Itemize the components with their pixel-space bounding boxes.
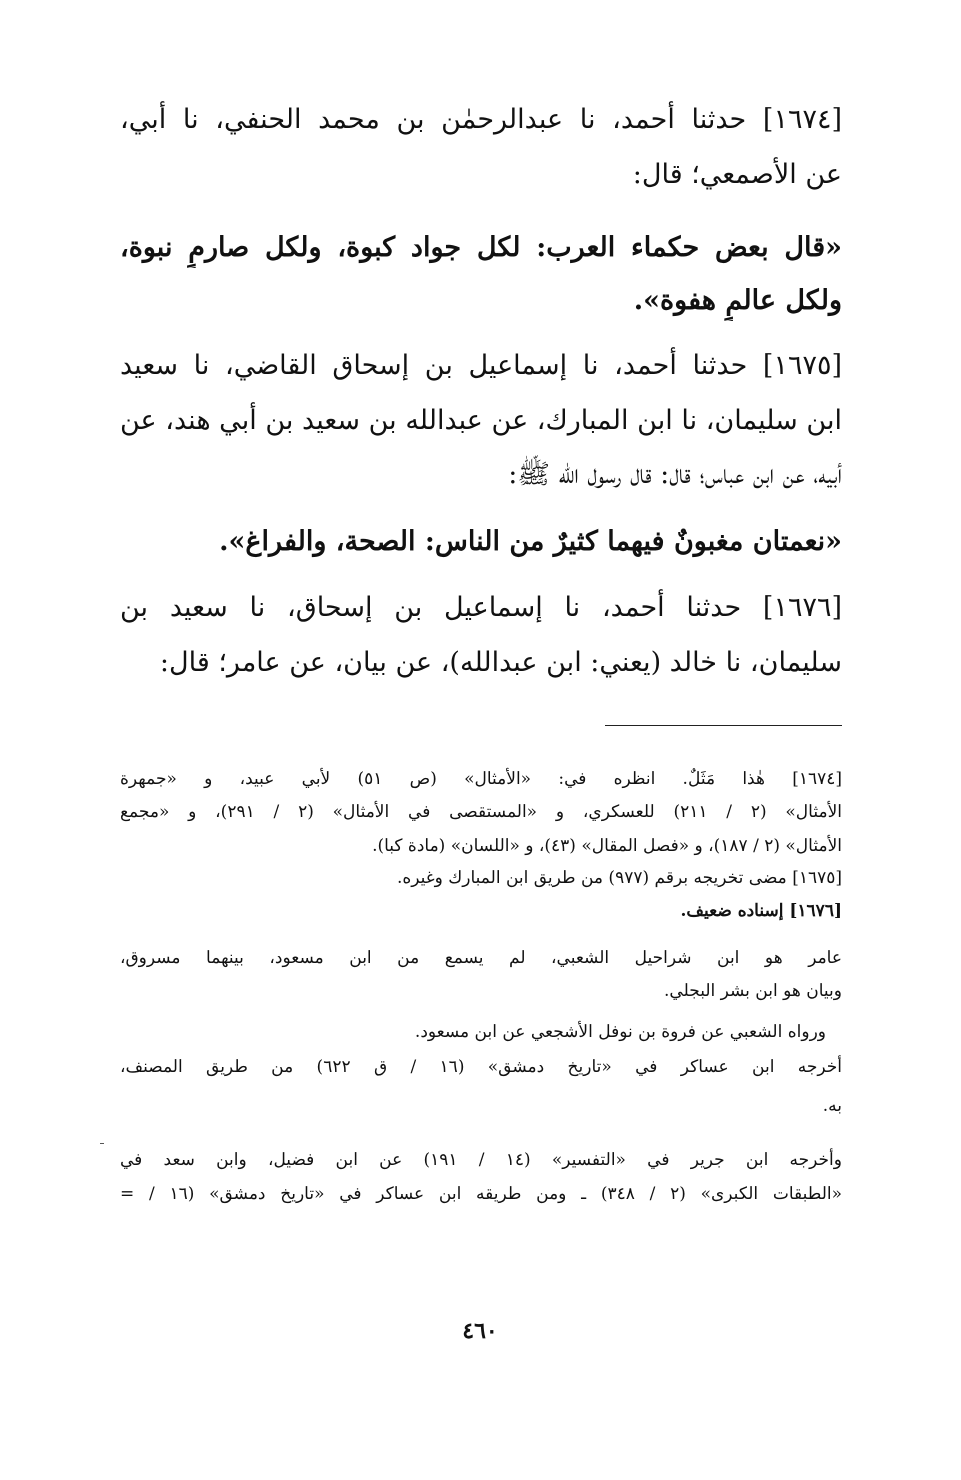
footnote-1676-line-3: ورواه الشعبي عن فروة بن نوفل الأشجعي عن ابن مسعود.	[414, 1022, 826, 1042]
footnote-1674-line-2: الأمثال» (٢ / ٢١١) للعسكري، و «المستقصى في الأمثال» (٢ / ٢٩١)، و «مجمع	[120, 802, 842, 822]
hadith-1675-line-3: أبيه، عن ابن عباس؛ قال: قال رسول الله ﷺ:	[508, 459, 842, 490]
footnote-1675: [١٦٧٥] مضى تخريجه برقم (٩٧٧) من طريق ابن المبارك وغيره.	[396, 868, 842, 888]
footnote-1674-line-1: [١٦٧٤] هٰذا مَثَلٌ. انظره في: «الأمثال» (ص ٥١) لأبي عبيد، و «جمهرة	[120, 769, 842, 789]
page-number: ٤٦٠	[462, 1318, 498, 1344]
margin-mark	[100, 1143, 104, 1144]
footnote-separator	[605, 725, 842, 726]
footnote-1676-line-6: وأخرجه ابن جرير في «التفسير» (١٤ / ١٩١) عن ابن فضيل، وابن سعد في	[120, 1150, 842, 1170]
hadith-1675-line-1: [١٦٧٥] حدثنا أحمد، نا إسماعيل بن إسحاق القاضي، نا سعيد	[120, 350, 842, 381]
quote-1675: «نعمتان مغبونٌ فيهما كثيرٌ من الناس: الصحة، والفراغ».	[219, 526, 842, 557]
hadith-1674-line-2: عن الأصمعي؛ قال:	[632, 159, 842, 190]
footnote-1676-line-2: وبيان هو ابن بشر البجلي.	[664, 981, 842, 1001]
quote-1674-line-1: «قال بعض حكماء العرب: لكل جواد كبوة، ولكل صارمٍ نبوة،	[120, 232, 842, 263]
hadith-1676-line-2: سليمان، نا خالد (يعني: ابن عبدالله)، عن بيان، عن عامر؛ قال:	[159, 647, 842, 678]
quote-1674-line-2: ولكل عالمٍ هفوة».	[633, 285, 842, 316]
footnote-1676-line-4: أخرجه ابن عساكر في «تاريخ دمشق» (١٦ / ق ٦٢٢) من طريق المصنف،	[120, 1057, 842, 1077]
hadith-1675-line-2: ابن سليمان، نا ابن المبارك، عن عبدالله بن سعيد بن أبي هند، عن	[120, 405, 842, 436]
hadith-1676-line-1: [١٦٧٦] حدثنا أحمد، نا إسماعيل بن إسحاق، نا سعيد بن	[120, 592, 842, 623]
footnote-1676-line-7: «الطبقات الكبرى» (٢ / ٣٤٨) ـ ومن طريقه ابن عساكر في «تاريخ دمشق» (١٦ / =	[120, 1184, 842, 1204]
footnote-1676-line-5: به.	[822, 1096, 842, 1116]
footnote-1674-line-3: الأمثال» (٢ / ١٨٧)، و «فصل المقال» (٤٣)، و «اللسان» (مادة كبا).	[372, 836, 842, 856]
hadith-1674-line-1: [١٦٧٤] حدثنا أحمد، نا عبدالرحمٰن بن محمد الحنفي، نا أبي،	[120, 104, 842, 135]
footnote-1676-line-1: عامر هو ابن شراحيل الشعبي، لم يسمع من ابن مسعود، بينهما مسروق،	[120, 948, 842, 968]
footnote-1676-grade: [١٦٧٦] إسناده ضعيف.	[680, 901, 842, 921]
